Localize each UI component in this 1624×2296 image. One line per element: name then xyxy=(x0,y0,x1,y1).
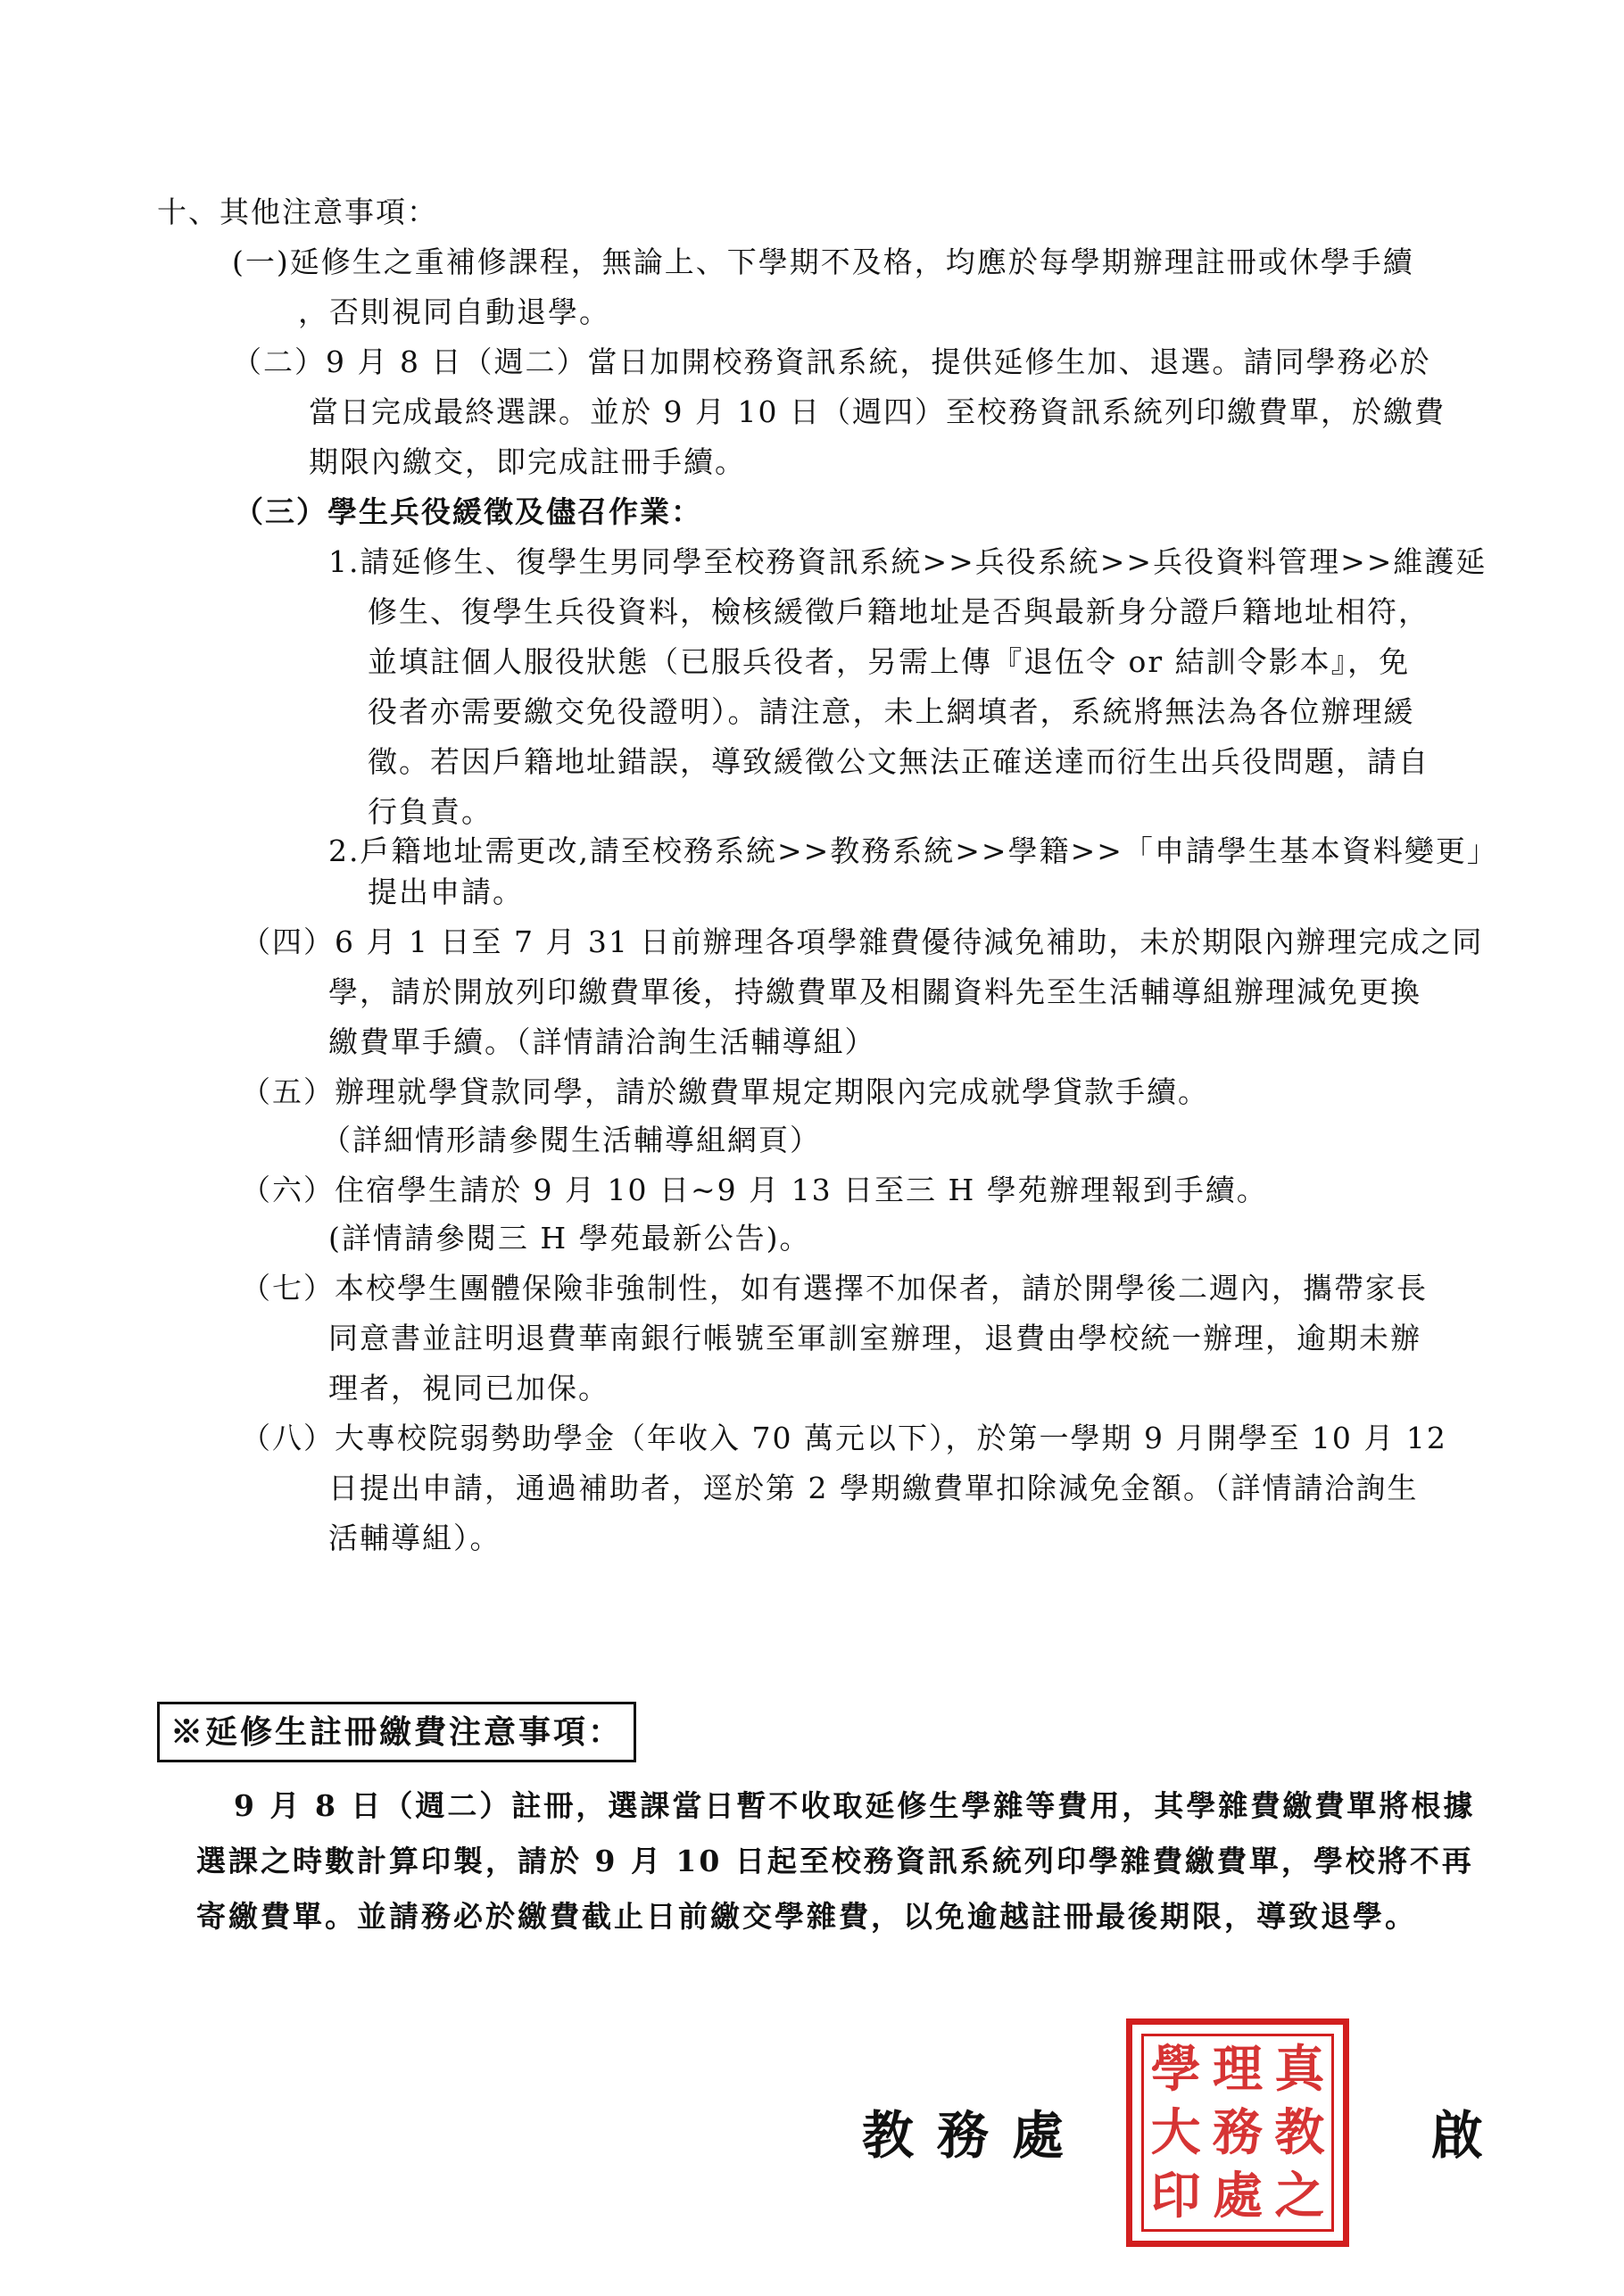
item5-line: （五）辦理就學貸款同學，請於繳費單規定期限內完成就學貸款手續。 xyxy=(241,1074,1209,1109)
seal-char: 教 xyxy=(1274,2102,1325,2162)
seal-char: 之 xyxy=(1274,2167,1325,2226)
seal-char: 真 xyxy=(1274,2039,1325,2099)
seal-char: 處 xyxy=(1212,2167,1263,2226)
seal-char: 大 xyxy=(1150,2102,1201,2162)
item3-sub1-line: 行負責。 xyxy=(368,794,493,829)
item2-line: （二）9 月 8 日（週二）當日加開校務資訊系統，提供延修生加、退選。請同學務必於 xyxy=(232,344,1431,379)
item3-sub1-line: 修生、復學生兵役資料，檢核緩徵戶籍地址是否與最新身分證戶籍地址相符， xyxy=(368,594,1429,629)
item2-line: 當日完成最終選課。並於 9 月 10 日（週四）至校務資訊系統列印繳費單，於繳費 xyxy=(309,394,1446,429)
item5-line: （詳細情形請參閱生活輔導組網頁） xyxy=(321,1123,821,1157)
item3-title: （三）學生兵役緩徵及儘召作業： xyxy=(234,494,702,529)
item3-sub1-line: 並填註個人服役狀態（已服兵役者，另需上傳『退伍令 or 結訓令影本』，免 xyxy=(368,644,1411,679)
item3-sub1-line: 役者亦需要繳交免役證明）。請注意，未上網填者，系統將無法為各位辦理緩 xyxy=(368,694,1415,729)
notice-line: 9 月 8 日（週二）註冊，選課當日暫不收取延修生學雜等費用，其學雜費繳費單將根據 xyxy=(234,1788,1476,1823)
item4-line: 學，請於開放列印繳費單後，持繳費單及相關資料先至生活輔導組辦理減免更換 xyxy=(328,974,1421,1009)
item3-sub2-line: 2.戶籍地址需更改,請至校務系統>>教務系統>>學籍>>「申請學生基本資料變更」 xyxy=(328,833,1498,868)
seal-char: 務 xyxy=(1212,2102,1263,2162)
seal-char: 理 xyxy=(1212,2039,1263,2099)
item3-sub2-line: 提出申請。 xyxy=(368,874,524,909)
item1-line: ，否則視同自動退學。 xyxy=(298,294,610,329)
notice-line: 寄繳費單。並請務必於繳費截止日前繳交學雜費，以免逾越註冊最後期限，導致退學。 xyxy=(196,1899,1417,1934)
office-signature: 教務處 xyxy=(862,2105,1088,2166)
item4-line: （四）6 月 1 日至 7 月 31 日前辦理各項學雜費優待減免補助，未於期限內辦理完成之同 xyxy=(241,924,1484,959)
item1-line: (一)延修生之重補修課程，無論上、下學期不及格，均應於每學期辦理註冊或休學手續 xyxy=(232,245,1414,279)
item7-line: 同意書並註明退費華南銀行帳號至軍訓室辦理，退費由學校統一辦理，逾期未辦 xyxy=(328,1321,1421,1355)
notice-title: ※延修生註冊繳費注意事項： xyxy=(157,1702,636,1762)
item2-line: 期限內繳交，即完成註冊手續。 xyxy=(309,444,746,479)
item8-line: 日提出申請，通過補助者，逕於第 2 學期繳費單扣除減免金額。（詳情請洽詢生 xyxy=(328,1471,1419,1505)
item3-sub1-line: 1.請延修生、復學生男同學至校務資訊系統>>兵役系統>>兵役資料管理>>維護延 xyxy=(328,544,1487,579)
item8-line: （八）大專校院弱勢助學金（年收入 70 萬元以下），於第一學期 9 月開學至 10 月 12 xyxy=(241,1421,1447,1455)
notice-line: 選課之時數計算印製，請於 9 月 10 日起至校務資訊系統列印學雜費繳費單，學校將不再 xyxy=(196,1844,1474,1878)
item3-sub1-line: 徵。若因戶籍地址錯誤，導致緩徵公文無法正確送達而衍生出兵役問題，請自 xyxy=(368,744,1429,779)
seal-char: 學 xyxy=(1150,2039,1201,2099)
item7-line: （七）本校學生團體保險非強制性，如有選擇不加保者，請於開學後二週內，攜帶家長 xyxy=(241,1271,1428,1305)
item6-line: （六）住宿學生請於 9 月 10 日~9 月 13 日至三 H 學苑辦理報到手續。 xyxy=(241,1173,1268,1207)
item6-line: (詳情請參閱三 H 學苑最新公告)。 xyxy=(328,1221,811,1256)
seal-char: 印 xyxy=(1150,2167,1201,2226)
item4-line: 繳費單手續。（詳情請洽詢生活輔導組） xyxy=(328,1024,876,1059)
seal-characters xyxy=(1145,2037,1330,2228)
item7-line: 理者，視同已加保。 xyxy=(328,1371,609,1405)
item8-line: 活輔導組）。 xyxy=(328,1521,501,1555)
section-heading: 十、其他注意事項： xyxy=(157,195,438,229)
official-seal xyxy=(1126,2018,1349,2247)
closing-word: 啟 xyxy=(1431,2105,1507,2166)
